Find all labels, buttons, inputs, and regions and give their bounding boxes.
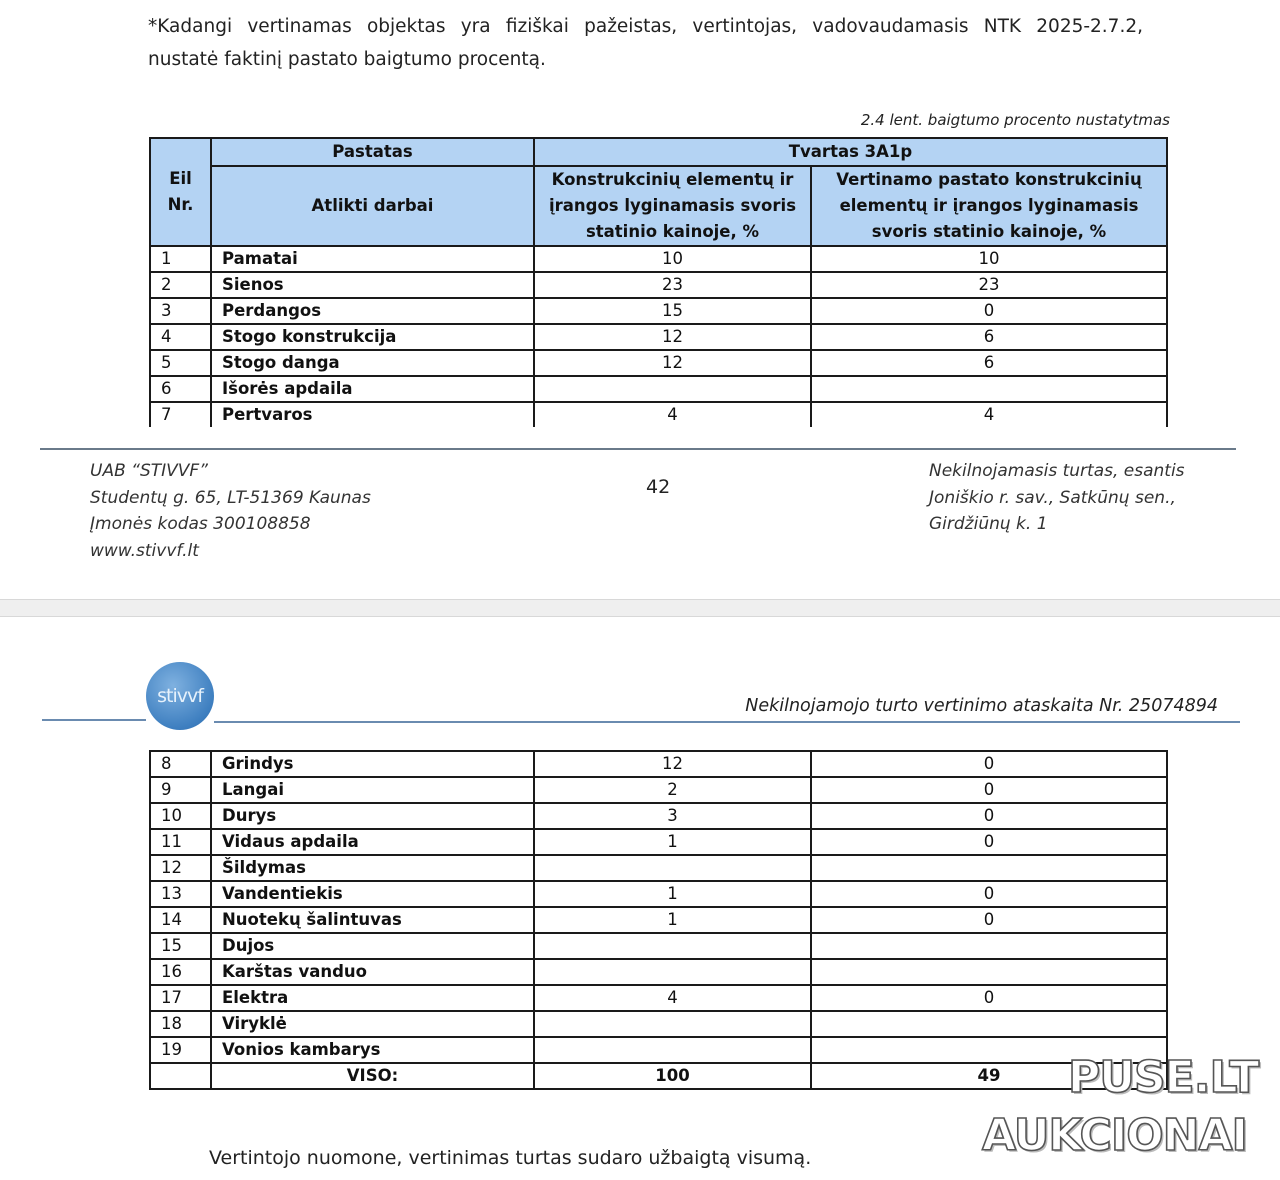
row-assessed-weight: 0 (811, 829, 1167, 855)
table-row (150, 1011, 1167, 1037)
footer-company-block (90, 458, 371, 564)
row-construction-weight: 4 (534, 985, 811, 1011)
table-row (150, 881, 1167, 907)
row-construction-weight (534, 376, 811, 402)
table-row (150, 298, 1167, 324)
row-construction-weight: 15 (534, 298, 811, 324)
table-row (150, 350, 1167, 376)
header-tvartas: Tvartas 3A1p (534, 138, 1167, 166)
row-number: 2 (150, 272, 211, 298)
watermark-line-1: PUSE.LT (1068, 1052, 1259, 1103)
row-work-name: Viryklė (211, 1011, 534, 1037)
table-row (150, 959, 1167, 985)
row-assessed-weight: 10 (811, 246, 1167, 272)
row-work-name: Dujos (211, 933, 534, 959)
completion-table-part-1 (149, 137, 1168, 427)
total-construction-weight: 100 (534, 1063, 811, 1089)
row-assessed-weight: 0 (811, 881, 1167, 907)
row-work-name: Pamatai (211, 246, 534, 272)
row-number: 12 (150, 855, 211, 881)
row-number: 18 (150, 1011, 211, 1037)
row-work-name: Vidaus apdaila (211, 829, 534, 855)
table-row (150, 1037, 1167, 1063)
row-assessed-weight: 0 (811, 751, 1167, 777)
row-assessed-weight (811, 959, 1167, 985)
row-assessed-weight: 0 (811, 803, 1167, 829)
row-work-name: Sienos (211, 272, 534, 298)
row-number: 3 (150, 298, 211, 324)
footer-property-line-3: Girdžiūnų k. 1 (929, 514, 1048, 534)
row-construction-weight: 12 (534, 324, 811, 350)
table-row (150, 402, 1167, 427)
row-work-name: Išorės apdaila (211, 376, 534, 402)
total-label: VISO: (211, 1063, 534, 1089)
row-work-name: Šildymas (211, 855, 534, 881)
table-row (150, 751, 1167, 777)
intro-line-1: *Kadangi vertinamas objektas yra fiziškai pažeistas, vertintojas, vadovaudamasis NTK 2025-2.7.2, (148, 16, 1143, 37)
row-construction-weight: 1 (534, 829, 811, 855)
total-blank-cell (150, 1063, 211, 1089)
row-construction-weight (534, 1037, 811, 1063)
row-number: 13 (150, 881, 211, 907)
table-row (150, 324, 1167, 350)
row-work-name: Nuotekų šalintuvas (211, 907, 534, 933)
row-assessed-weight: 0 (811, 777, 1167, 803)
total-assessed-weight: 49 (811, 1063, 1167, 1089)
table-body-part-1 (150, 246, 1167, 427)
row-number: 7 (150, 402, 211, 427)
row-assessed-weight: 23 (811, 272, 1167, 298)
row-construction-weight: 2 (534, 777, 811, 803)
row-work-name: Durys (211, 803, 534, 829)
table-caption: 2.4 lent. baigtumo procento nustatytmas (860, 111, 1170, 129)
row-number: 19 (150, 1037, 211, 1063)
row-number: 16 (150, 959, 211, 985)
row-work-name: Karštas vanduo (211, 959, 534, 985)
row-number: 17 (150, 985, 211, 1011)
footer-property-block (929, 458, 1185, 538)
total-row (150, 1063, 1167, 1089)
row-construction-weight: 1 (534, 907, 811, 933)
row-number: 8 (150, 751, 211, 777)
row-work-name: Vonios kambarys (211, 1037, 534, 1063)
watermark-line-2: AUKCIONAI (982, 1110, 1247, 1161)
row-construction-weight: 1 (534, 881, 811, 907)
footer-website: www.stivvf.lt (90, 540, 199, 561)
row-construction-weight: 3 (534, 803, 811, 829)
row-work-name: Stogo danga (211, 350, 534, 376)
table-row (150, 803, 1167, 829)
row-work-name: Grindys (211, 751, 534, 777)
row-work-name: Langai (211, 777, 534, 803)
row-construction-weight: 10 (534, 246, 811, 272)
row-assessed-weight: 0 (811, 298, 1167, 324)
header-atlikti-darbai: Atlikti darbai (211, 166, 534, 246)
row-work-name: Perdangos (211, 298, 534, 324)
page-number: 42 (646, 476, 671, 498)
footer-address: Studentų g. 65, LT-51369 Kaunas (90, 487, 371, 508)
table-row (150, 829, 1167, 855)
footer-company-code: Įmonės kodas 300108858 (90, 514, 311, 534)
row-assessed-weight: 0 (811, 907, 1167, 933)
row-assessed-weight: 0 (811, 985, 1167, 1011)
row-assessed-weight: 6 (811, 324, 1167, 350)
row-construction-weight: 12 (534, 350, 811, 376)
header-pastatas: Pastatas (211, 138, 534, 166)
row-construction-weight: 4 (534, 402, 811, 427)
completion-table-part-2 (149, 750, 1168, 1090)
row-number: 15 (150, 933, 211, 959)
report-title: Nekilnojamojo turto vertinimo ataskaita Nr. 25074894 (745, 696, 1218, 716)
row-construction-weight (534, 855, 811, 881)
table-row (150, 246, 1167, 272)
closing-statement: Vertintojo nuomone, vertinimas turtas sudaro užbaigtą visumą. (209, 1147, 812, 1169)
row-number: 5 (150, 350, 211, 376)
intro-paragraph (148, 10, 1143, 76)
row-assessed-weight (811, 933, 1167, 959)
table-row (150, 933, 1167, 959)
row-assessed-weight: 6 (811, 350, 1167, 376)
row-number: 6 (150, 376, 211, 402)
row-construction-weight: 12 (534, 751, 811, 777)
footer-property-line-1: Nekilnojamasis turtas, esantis (929, 461, 1185, 481)
header-divider-right (214, 721, 1240, 723)
row-number: 11 (150, 829, 211, 855)
footer-company-name: UAB “STIVVF” (90, 461, 208, 481)
row-number: 1 (150, 246, 211, 272)
table-body-part-2 (150, 751, 1167, 1089)
row-construction-weight (534, 1011, 811, 1037)
footer-divider (40, 448, 1236, 450)
header-eil-nr: Eil Nr. (150, 138, 211, 246)
row-number: 9 (150, 777, 211, 803)
row-assessed-weight: 4 (811, 402, 1167, 427)
header-construction-weight: Konstrukcinių elementų ir įrangos lyginamasis svoris statinio kainoje, % (534, 166, 811, 246)
table-row (150, 907, 1167, 933)
footer-property-line-2: Joniškio r. sav., Satkūnų sen., (929, 487, 1176, 508)
row-assessed-weight (811, 855, 1167, 881)
table-row (150, 855, 1167, 881)
row-work-name: Elektra (211, 985, 534, 1011)
row-construction-weight (534, 933, 811, 959)
header-assessed-weight: Vertinamo pastato konstrukcinių elementų ir įrangos lyginamasis svoris statinio kainoje, % (811, 166, 1167, 246)
row-number: 14 (150, 907, 211, 933)
page-break (0, 599, 1280, 617)
company-logo: stivvf (146, 662, 214, 730)
row-assessed-weight (811, 376, 1167, 402)
table-row (150, 777, 1167, 803)
row-construction-weight: 23 (534, 272, 811, 298)
row-work-name: Stogo konstrukcija (211, 324, 534, 350)
table-row (150, 985, 1167, 1011)
table-row (150, 376, 1167, 402)
table-row (150, 272, 1167, 298)
row-assessed-weight (811, 1011, 1167, 1037)
row-work-name: Pertvaros (211, 402, 534, 427)
row-number: 10 (150, 803, 211, 829)
intro-line-2: nustatė faktinį pastato baigtumo procentą. (148, 49, 546, 70)
row-construction-weight (534, 959, 811, 985)
header-divider-left (42, 719, 146, 721)
row-work-name: Vandentiekis (211, 881, 534, 907)
row-number: 4 (150, 324, 211, 350)
